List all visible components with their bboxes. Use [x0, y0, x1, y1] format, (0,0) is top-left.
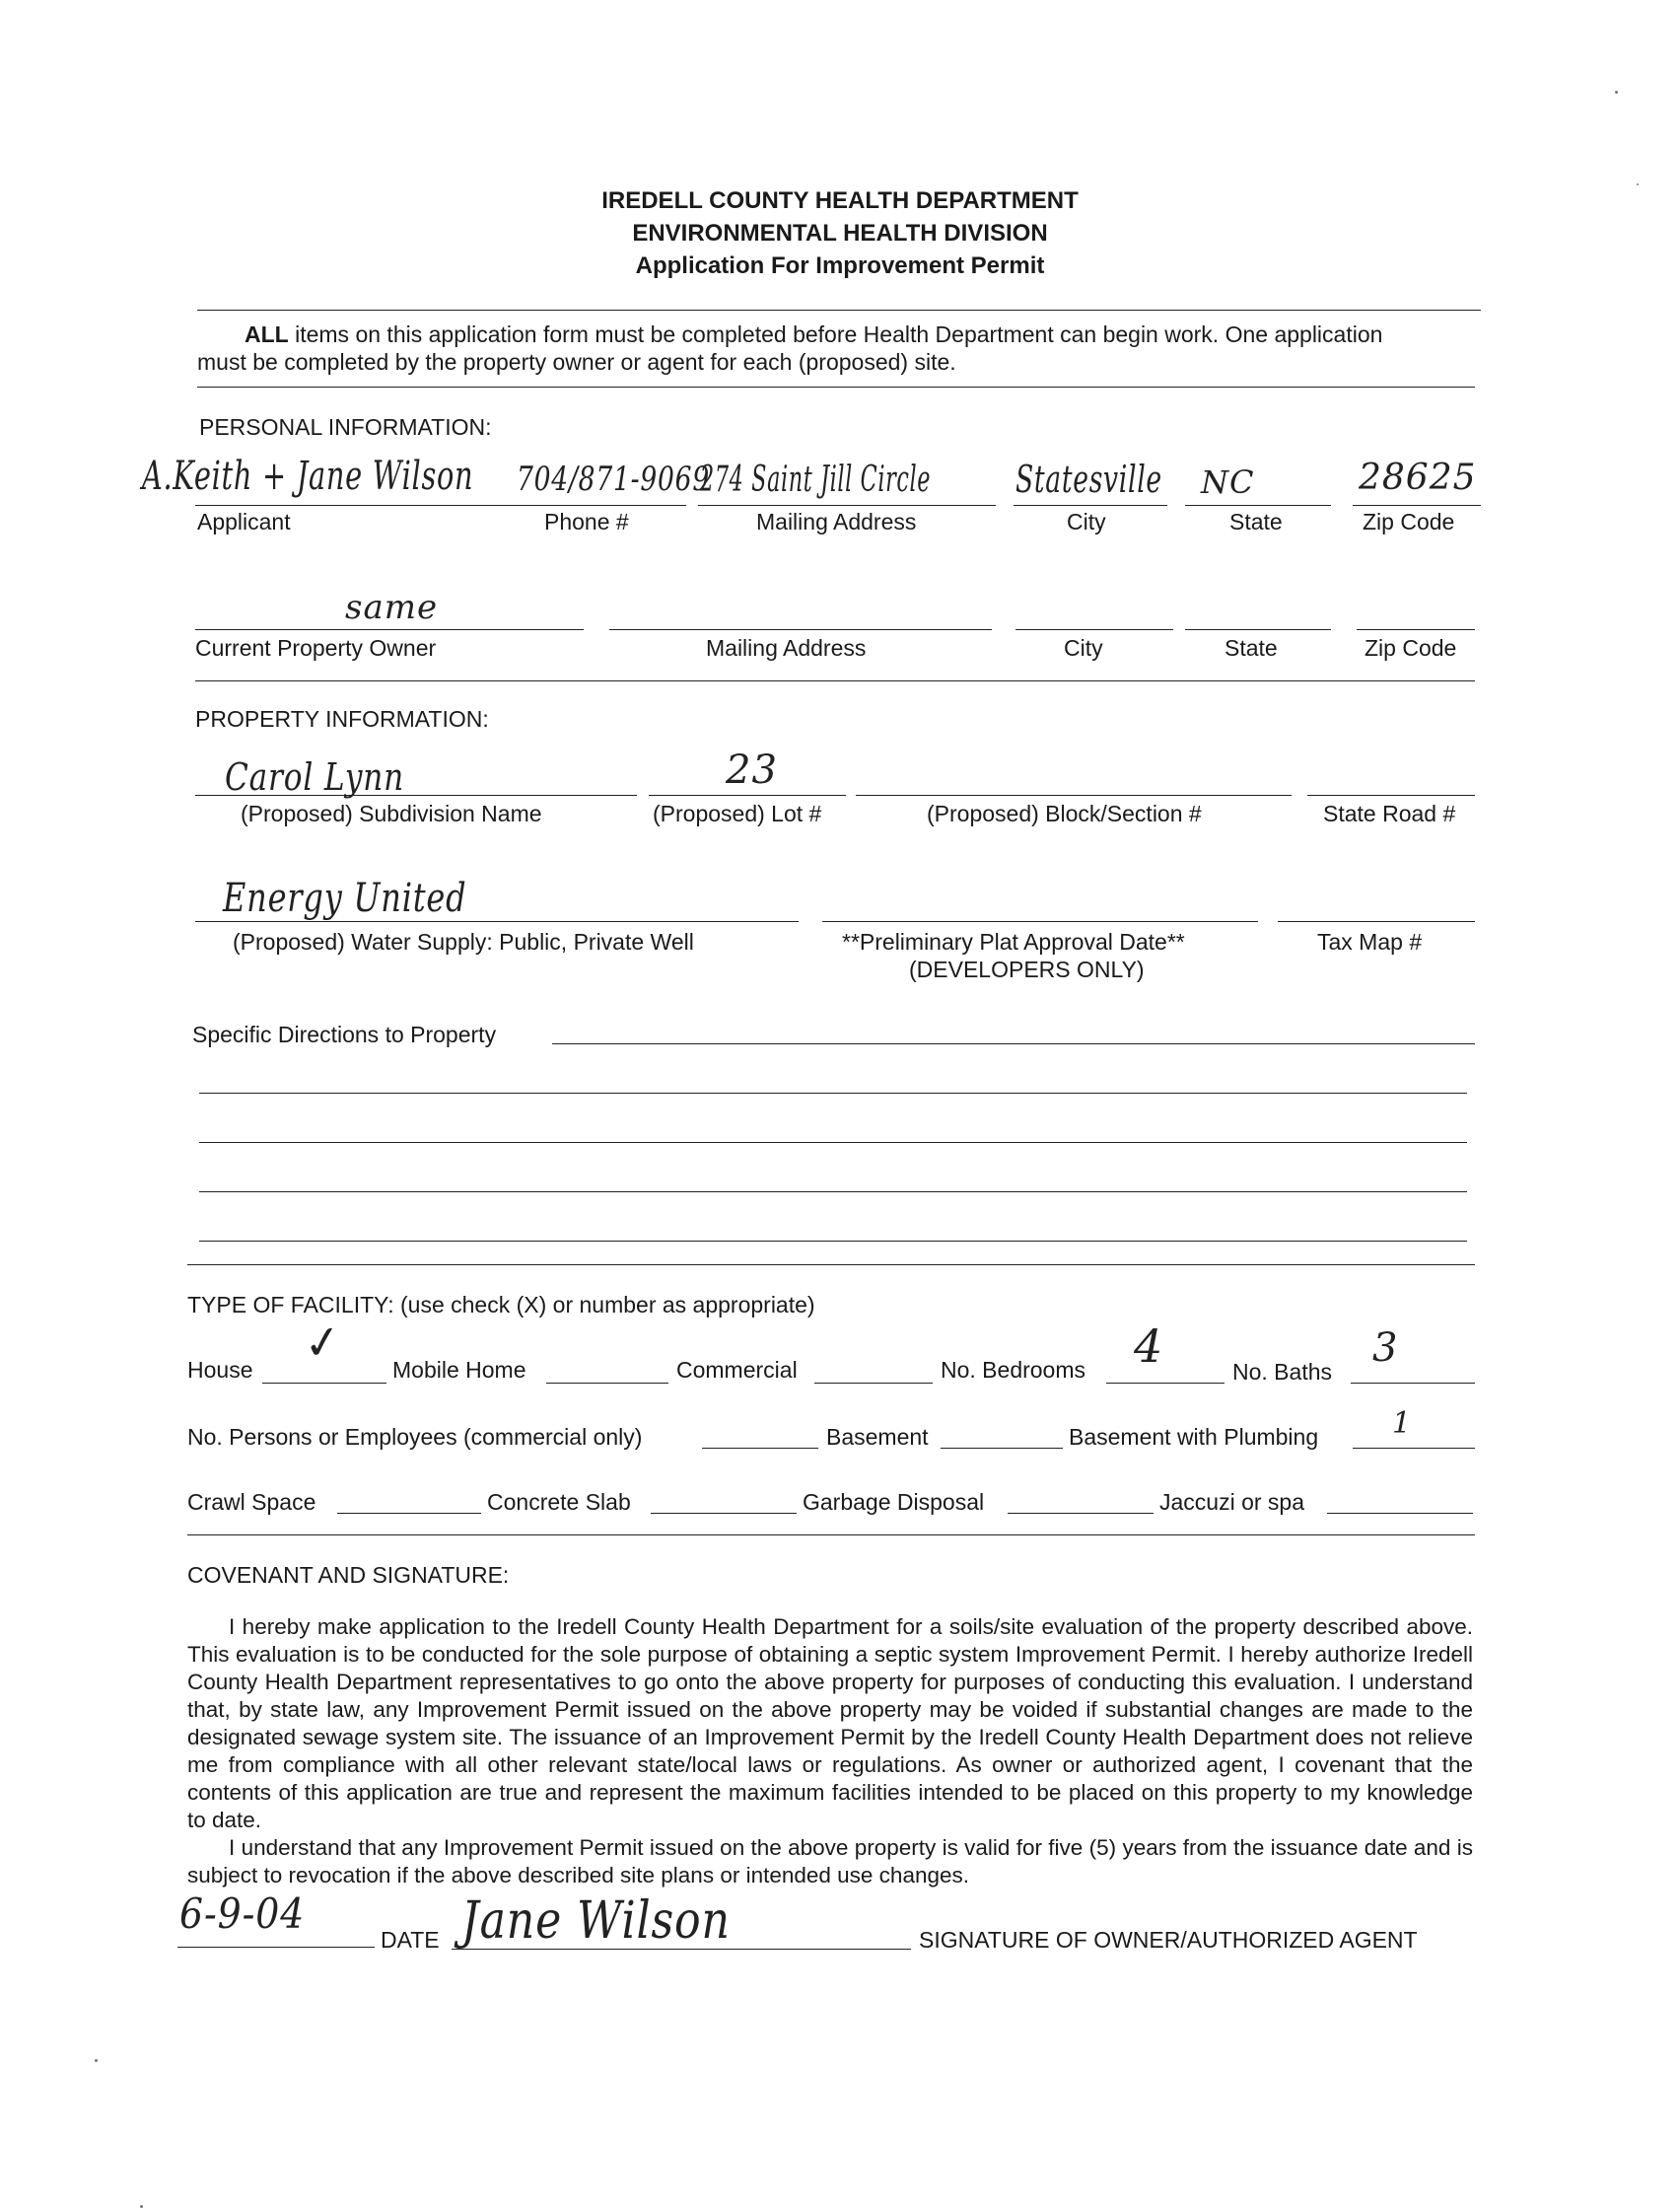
phone-label: Phone #	[544, 509, 629, 534]
subdivision-line	[195, 795, 637, 796]
water-line	[195, 921, 799, 922]
directions-line	[552, 1043, 1475, 1044]
zip-line	[1353, 505, 1481, 506]
commercial-line	[814, 1383, 933, 1384]
lot-value: 23	[726, 748, 778, 793]
water-label: (Proposed) Water Supply: Public, Private Well	[233, 929, 694, 955]
zip-value: 28625	[1359, 458, 1477, 498]
divider	[197, 387, 1475, 388]
date-value: 6-9-04	[179, 1889, 306, 1938]
owner-label: Current Property Owner	[195, 635, 437, 661]
intro-bold: ALL	[245, 321, 289, 347]
block-label: (Proposed) Block/Section #	[927, 801, 1202, 826]
basement-plumbing-value: 1	[1392, 1406, 1413, 1441]
taxmap-line	[1278, 921, 1475, 922]
date-line	[177, 1947, 375, 1948]
jacuzzi-label: Jaccuzi or spa	[1159, 1489, 1305, 1515]
header-line-3: Application For Improvement Permit	[635, 252, 1045, 279]
basement-plumbing-label: Basement with Plumbing	[1069, 1424, 1319, 1450]
mailing-value: 274 Saint Jill Circle	[700, 460, 932, 500]
phone-value: 704/871-9069	[517, 460, 710, 499]
baths-label: No. Baths	[1232, 1359, 1332, 1385]
taxmap-label: Tax Map #	[1317, 929, 1423, 955]
date-label: DATE	[381, 1927, 440, 1953]
header-line-2: ENVIRONMENTAL HEALTH DIVISION	[632, 220, 1048, 247]
owner-state-label: State	[1225, 635, 1278, 661]
house-line	[262, 1383, 386, 1384]
property-heading: PROPERTY INFORMATION:	[195, 706, 489, 732]
house-check: ✓	[300, 1313, 347, 1372]
scan-speck	[95, 2059, 98, 2062]
intro-line-2: must be completed by the property owner or agent for each (proposed) site.	[197, 349, 956, 375]
divider	[197, 310, 1481, 311]
facility-heading: TYPE OF FACILITY: (use check (X) or number as appropriate)	[187, 1292, 815, 1318]
persons-label: No. Persons or Employees (commercial only)	[187, 1424, 643, 1450]
city-value: Statesville	[1015, 458, 1162, 501]
signature-label: SIGNATURE OF OWNER/AUTHORIZED AGENT	[919, 1927, 1418, 1953]
owner-zip-label: Zip Code	[1365, 635, 1457, 661]
covenant-paragraph-1: I hereby make application to the Iredell County Health Department for a soils/site evaluation of the property described above. This evaluation is to be conducted for the sole purpose of obtaining a septic system Improvement Permit. I hereby authorize Iredell County Health Department representatives to go onto the above property for purposes of conducting this evaluation. I understand that, by state law, any Improvement Permit issued on the above property may be voided if substantial changes are made to the designated sewage system site. The issuance of an Improvement Permit by the Iredell County Health Department does not relieve me from compliance with all other relevant state/local laws or regulations. As owner or authorized agent, I covenant that the contents of this application are true and represent the maximum facilities intended to be placed on this property to my knowledge to date.	[187, 1614, 1473, 1832]
bedrooms-value: 4	[1134, 1319, 1164, 1373]
applicant-value: A.Keith + Jane Wilson	[142, 454, 474, 499]
slab-label: Concrete Slab	[487, 1489, 631, 1515]
basement-plumbing-line	[1353, 1448, 1475, 1449]
directions-label: Specific Directions to Property	[192, 1022, 497, 1047]
scan-speck	[1637, 183, 1639, 185]
covenant-heading: COVENANT AND SIGNATURE:	[187, 1562, 510, 1588]
state-label: State	[1229, 509, 1283, 534]
mailing-label: Mailing Address	[756, 509, 917, 534]
directions-line	[199, 1241, 1467, 1242]
slab-line	[651, 1513, 797, 1514]
city-label: City	[1067, 509, 1106, 534]
header-line-1: IREDELL COUNTY HEALTH DEPARTMENT	[601, 187, 1079, 214]
mobile-line	[546, 1383, 668, 1384]
divider	[187, 1264, 1475, 1265]
divider	[195, 680, 1475, 681]
bedrooms-label: No. Bedrooms	[941, 1357, 1086, 1383]
commercial-label: Commercial	[676, 1357, 798, 1383]
garbage-label: Garbage Disposal	[803, 1489, 985, 1515]
owner-state-line	[1185, 629, 1331, 630]
road-line	[1307, 795, 1475, 796]
directions-line	[199, 1093, 1467, 1094]
owner-mailing-line	[609, 629, 992, 630]
owner-value: same	[345, 588, 439, 627]
signature-line	[452, 1949, 911, 1950]
state-line	[1185, 505, 1331, 506]
garbage-line	[1008, 1513, 1154, 1514]
intro-line-1	[245, 321, 1382, 348]
directions-line	[199, 1191, 1467, 1192]
covenant-text	[187, 1613, 1473, 1889]
mobile-label: Mobile Home	[392, 1357, 526, 1383]
bedrooms-line	[1106, 1383, 1225, 1384]
persons-line	[702, 1448, 818, 1449]
personal-heading: PERSONAL INFORMATION:	[199, 414, 492, 440]
basement-line	[941, 1448, 1063, 1449]
water-value: Energy United	[223, 876, 467, 921]
subdivision-value: Carol Lynn	[225, 755, 405, 799]
subdivision-label: (Proposed) Subdivision Name	[241, 801, 542, 826]
road-label: State Road #	[1323, 801, 1456, 826]
zip-label: Zip Code	[1363, 509, 1455, 534]
basement-label: Basement	[826, 1424, 929, 1450]
crawl-label: Crawl Space	[187, 1489, 316, 1515]
owner-zip-line	[1357, 629, 1475, 630]
owner-mailing-label: Mailing Address	[706, 635, 867, 661]
owner-city-line	[1015, 629, 1173, 630]
baths-value: 3	[1372, 1325, 1399, 1371]
lot-label: (Proposed) Lot #	[653, 801, 822, 826]
owner-city-label: City	[1064, 635, 1103, 661]
applicant-line	[195, 505, 521, 506]
directions-line	[199, 1142, 1467, 1143]
crawl-line	[337, 1513, 481, 1514]
lot-line	[649, 795, 846, 796]
plat-label: **Preliminary Plat Approval Date**	[842, 929, 1185, 955]
state-value: NC	[1201, 463, 1255, 501]
intro-text-1: items on this application form must be completed before Health Department can begin work. One application	[288, 321, 1383, 347]
plat-developers-label: (DEVELOPERS ONLY)	[909, 957, 1145, 982]
plat-line	[822, 921, 1258, 922]
signature-value: Jane Wilson	[461, 1891, 731, 1951]
scan-speck	[1615, 91, 1618, 94]
divider	[187, 1534, 1475, 1535]
block-line	[856, 795, 1292, 796]
covenant-paragraph-2: I understand that any Improvement Permit issued on the above property is valid for five (5) years from the issuance date and is subject to revocation if the above described site plans or intended use changes.	[187, 1835, 1473, 1887]
jacuzzi-line	[1327, 1513, 1473, 1514]
phone-line	[519, 505, 686, 506]
city-line	[1014, 505, 1167, 506]
house-label: House	[187, 1357, 253, 1383]
applicant-label: Applicant	[197, 509, 291, 534]
baths-line	[1351, 1383, 1475, 1384]
mailing-line	[698, 505, 996, 506]
owner-line	[195, 629, 584, 630]
